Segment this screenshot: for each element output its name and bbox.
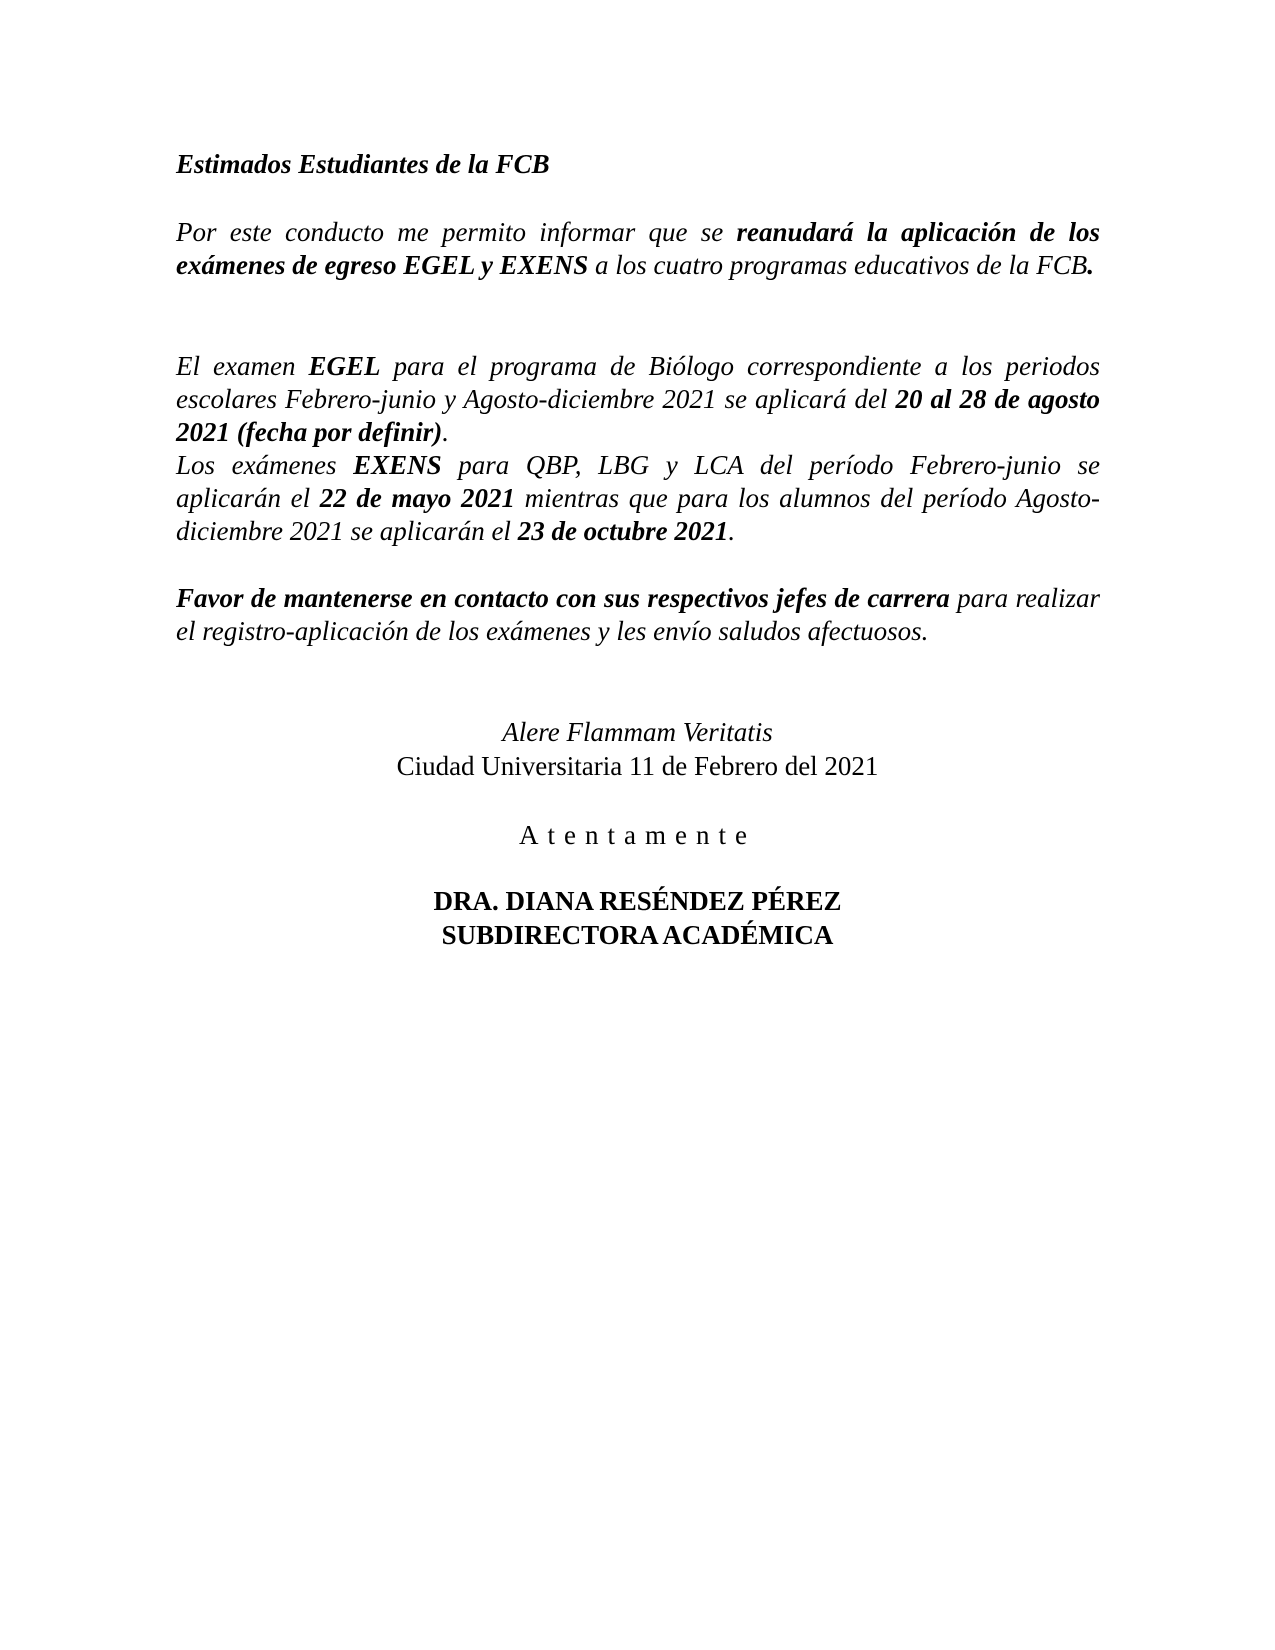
paragraph-resumption <box>176 216 1100 282</box>
signer-name: DRA. DIANA RESÉNDEZ PÉREZ <box>433 886 842 916</box>
p2-date-range: 20 al 28 de agosto 2021 (fecha por definir) <box>176 384 1100 447</box>
p1-period: . <box>1087 250 1094 280</box>
p2-text-e: . <box>442 417 449 447</box>
p2-egel <box>176 350 1100 449</box>
closing: Atentamente <box>519 820 756 850</box>
paragraph-contact <box>176 582 1100 648</box>
signer-title: SUBDIRECTORA ACADÉMICA <box>441 920 834 950</box>
p3-exens-label: EXENS <box>353 450 442 480</box>
p3-text-a: Los exámenes <box>176 450 354 480</box>
greeting <box>176 148 1100 181</box>
p2-text-a: El examen <box>176 351 309 381</box>
p1-text-a: Por este conducto me permito informar que se <box>176 217 737 247</box>
p3-date-may: 22 de mayo 2021 <box>319 483 516 513</box>
paragraph-exam-dates <box>176 350 1100 548</box>
p3-exens <box>176 449 1100 548</box>
p1-emphasis: reanudará la aplicación de los exámenes de egreso EGEL y EXENS <box>176 217 1101 280</box>
p2-egel-label: EGEL <box>308 351 381 381</box>
place-date: Ciudad Universitaria 11 de Febrero del 2021 <box>396 751 879 781</box>
p2-text-c: para el programa de Biólogo correspondiente a los periodos escolares Febrero-junio y Agosto-diciembre 2021 se aplicará del <box>176 351 1100 414</box>
p4-emphasis: Favor de mantenerse en contacto con sus respectivos jefes de carrera <box>176 583 950 613</box>
p3-text-e: mientras que para los alumnos del período Agosto- diciembre 2021 se aplicarán el <box>176 483 1100 546</box>
p4-text-b: para realizar el registro-aplicación de los exámenes y les envío saludos afectuosos. <box>176 583 1101 646</box>
motto: Alere Flammam Veritatis <box>502 717 773 747</box>
greeting-text: Estimados Estudiantes de la FCB <box>176 149 550 179</box>
p3-date-october: 23 de octubre 2021 <box>517 516 729 546</box>
p3-text-c: para QBP, LBG y LCA del período Febrero-junio se aplicarán el <box>176 450 1100 513</box>
p3-text-g: . <box>728 516 736 546</box>
p1-text-c: a los cuatro programas educativos de la FCB <box>588 250 1088 280</box>
